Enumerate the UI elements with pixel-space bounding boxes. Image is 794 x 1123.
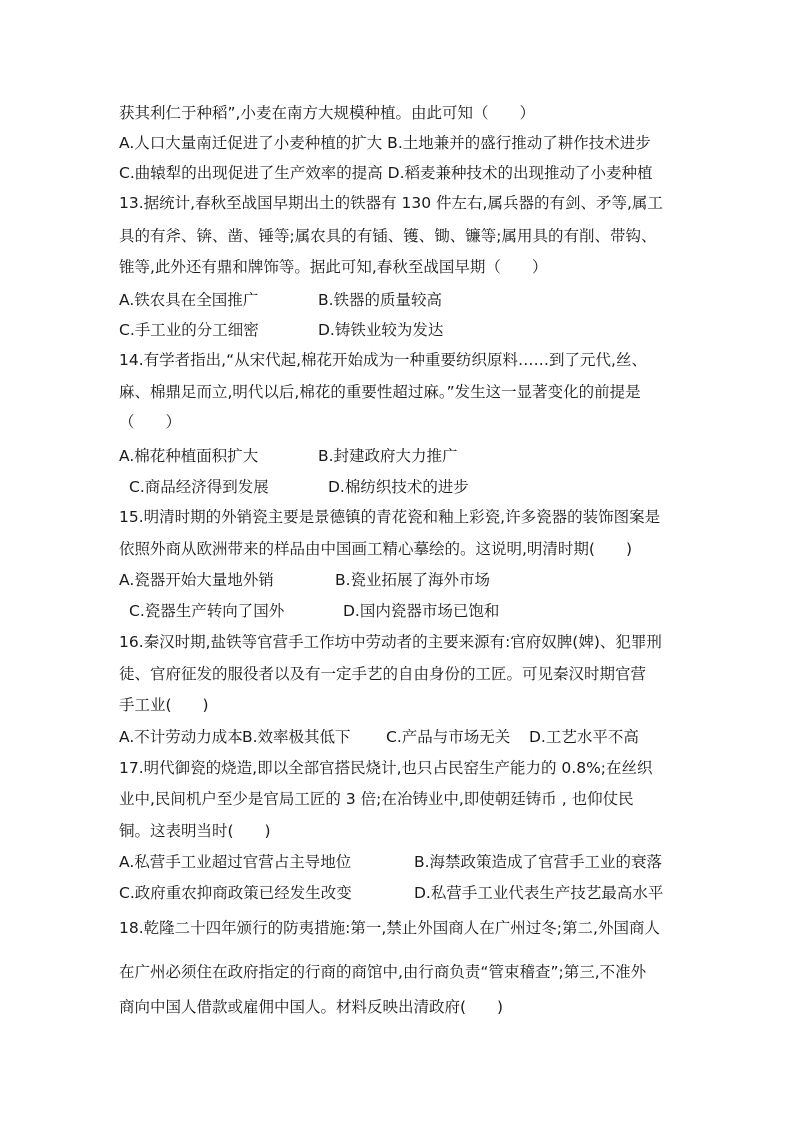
question-13-option-d: D.铸铁业较为发达 <box>318 321 444 339</box>
question-17-option-a: A.私营手工业超过官营占主导地位 <box>119 853 352 871</box>
question-15-text-line-2: 依照外商从欧洲带来的样品由中国画工精心摹绘的。这说明,明清时期( ) <box>119 540 633 558</box>
question-16-option-a: A.不计劳动力成本 <box>119 728 243 746</box>
question-16-option-d: D.工艺水平不高 <box>529 728 639 746</box>
question-13-option-b: B.铁器的质量较高 <box>318 291 443 309</box>
question-12-text-end: 获其利仁于种稻”,小麦在南方大规模种植。由此可知（ ） <box>119 104 535 122</box>
question-17-text-line-2: 业中,民间机户至少是官局工匠的 3 倍;在冶铸业中,即使朝廷铸币 , 也仰仗民 <box>119 790 634 808</box>
question-16-option-c: C.产品与市场无关 <box>386 728 511 746</box>
question-15-option-c: C.瓷器生产转向了国外 <box>129 602 285 620</box>
question-18-text-line-3: 商向中国人借款或雇佣中国人。材料反映出清政府( ) <box>119 998 504 1016</box>
question-14-option-c: C.商品经济得到发展 <box>129 478 269 496</box>
question-15-text-line-1: 15.明清时期的外销瓷主要是景德镇的青花瓷和釉上彩瓷,许多瓷器的装饰图案是 <box>119 508 661 526</box>
question-13-text-line-2: 具的有斧、锛、凿、锤等;属农具的有锸、镬、锄、镰等;属用具的有削、带钩、 <box>119 227 657 245</box>
question-16-text-line-3: 手工业( ) <box>119 696 209 714</box>
question-17-text-line-1: 17.明代御瓷的烧造,即以全部官搭民烧计,也只占民窑生产能力的 0.8%;在丝织 <box>119 759 653 777</box>
question-14-answer-blank: （ ） <box>119 413 182 431</box>
question-13-option-a: A.铁农具在全国推广 <box>119 291 259 309</box>
question-13-text-line-3: 锥等,此外还有鼎和牌饰等。据此可知,春秋至战国早期（ ） <box>119 258 548 276</box>
question-14-option-b: B.封建政府大力推广 <box>318 447 458 465</box>
question-12-options-ab: A.人口大量南迁促进了小麦种植的扩大 B.土地兼并的盛行推动了耕作技术进步 <box>119 134 651 152</box>
question-17-option-b: B.海禁政策造成了官营手工业的衰落 <box>414 853 663 871</box>
question-14-option-d: D.棉纺织技术的进步 <box>328 478 469 496</box>
question-16-text-line-1: 16.秦汉时期,盐铁等官营手工作坊中劳动者的主要来源有:官府奴脾(婢)、犯罪刑 <box>119 633 662 651</box>
question-14-text-line-1: 14.有学者指出,“从宋代起,棉花开始成为一种重要纺织原料……到了元代,丝、 <box>119 351 647 369</box>
question-16-text-line-2: 徒、官府征发的服役者以及有一定手艺的自由身份的工匠。可见秦汉时期官营 <box>119 665 647 683</box>
question-13-option-c: C.手工业的分工细密 <box>119 321 259 339</box>
question-15-option-a: A.瓷器开始大量地外销 <box>119 571 274 589</box>
question-13-text-line-1: 13.据统计,春秋至战国早期出土的铁器有 130 件左右,属兵器的有剑、矛等,属工 <box>119 194 663 212</box>
question-17-text-line-3: 铜。这表明当时( ) <box>119 822 271 840</box>
question-18-text-line-2: 在广州必须住在政府指定的行商的商馆中,由行商负责“管束稽查”;第三,不准外 <box>119 963 647 981</box>
question-17-option-d: D.私营手工业代表生产技艺最高水平 <box>414 884 664 902</box>
question-18-text-line-1: 18.乾隆二十四年颁行的防夷措施:第一,禁止外国商人在广州过冬;第二,外国商人 <box>119 919 660 937</box>
question-17-option-c: C.政府重农抑商政策已经发生改变 <box>119 884 352 902</box>
question-15-option-b: B.瓷业拓展了海外市场 <box>335 571 491 589</box>
question-14-text-line-2: 麻、棉鼎足而立,明代以后,棉花的重要性超过麻。”发生这一显著变化的前提是 <box>119 383 641 401</box>
question-12-options-cd: C.曲辕犁的出现促进了生产效率的提高 D.稻麦兼种技术的出现推动了小麦种植 <box>119 164 653 182</box>
question-14-option-a: A.棉花种植面积扩大 <box>119 447 259 465</box>
question-16-option-b: B.效率极其低下 <box>242 728 351 746</box>
question-15-option-d: D.国内瓷器市场已饱和 <box>343 602 500 620</box>
